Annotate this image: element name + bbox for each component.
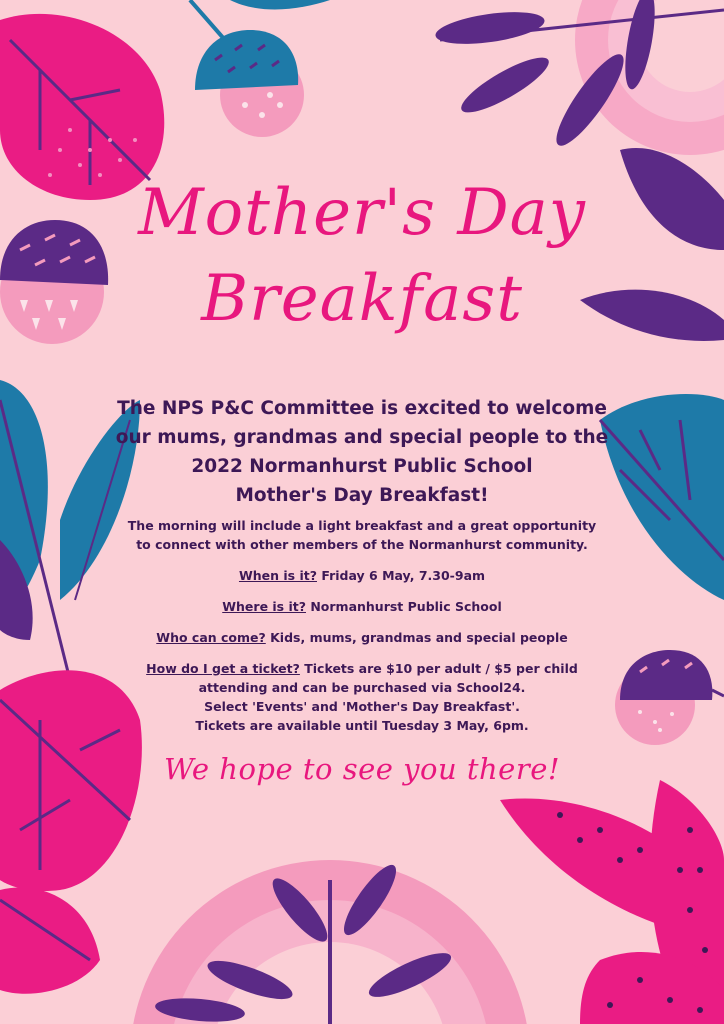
- bottom-right-spotted-leaves: [500, 780, 724, 1024]
- top-left-pink-leaf: [0, 14, 164, 200]
- intro-line-2: our mums, grandmas and special people to the: [115, 427, 609, 448]
- ticket-row: [120, 659, 604, 678]
- right-acorn: [615, 650, 724, 745]
- closing-message: We hope to see you there!: [163, 752, 561, 786]
- intro-line-3: 2022 Normanhurst Public School: [191, 456, 533, 477]
- who-row: [120, 628, 604, 647]
- ticket-label: How do I get a ticket?: [146, 661, 300, 676]
- intro-line-1: The NPS P&C Committee is excited to welcome: [117, 398, 607, 419]
- where-row: [120, 597, 604, 616]
- top-acorn: [190, 0, 330, 137]
- ticket-value: Tickets are $10 per adult / $5 per child: [299, 661, 578, 676]
- when-row: [120, 566, 604, 585]
- ticket-line-4: Tickets are available until Tuesday 3 May, 6pm.: [195, 718, 529, 733]
- description-line-1: The morning will include a light breakfast and a great opportunity: [127, 518, 597, 533]
- title-line-1: Mother's Day: [138, 176, 586, 250]
- ticket-line-2: attending and can be purchased via School24.: [198, 680, 526, 695]
- ticket-line-3: Select 'Events' and 'Mother's Day Breakfast'.: [204, 699, 520, 714]
- event-details: [120, 516, 604, 735]
- intro-line-4: Mother's Day Breakfast!: [235, 485, 489, 506]
- intro-paragraph: [112, 394, 612, 510]
- when-label: When is it?: [238, 568, 317, 583]
- who-label: Who can come?: [156, 630, 266, 645]
- title-line-2: Breakfast: [201, 262, 523, 336]
- who-value: Kids, mums, grandmas and special people: [265, 630, 568, 645]
- where-value: Normanhurst Public School: [305, 599, 502, 614]
- when-value: Friday 6 May, 7.30-9am: [316, 568, 486, 583]
- right-teal-leaf: [600, 394, 724, 600]
- description-line-2: to connect with other members of the Normanhurst community.: [136, 537, 588, 552]
- where-label: Where is it?: [222, 599, 306, 614]
